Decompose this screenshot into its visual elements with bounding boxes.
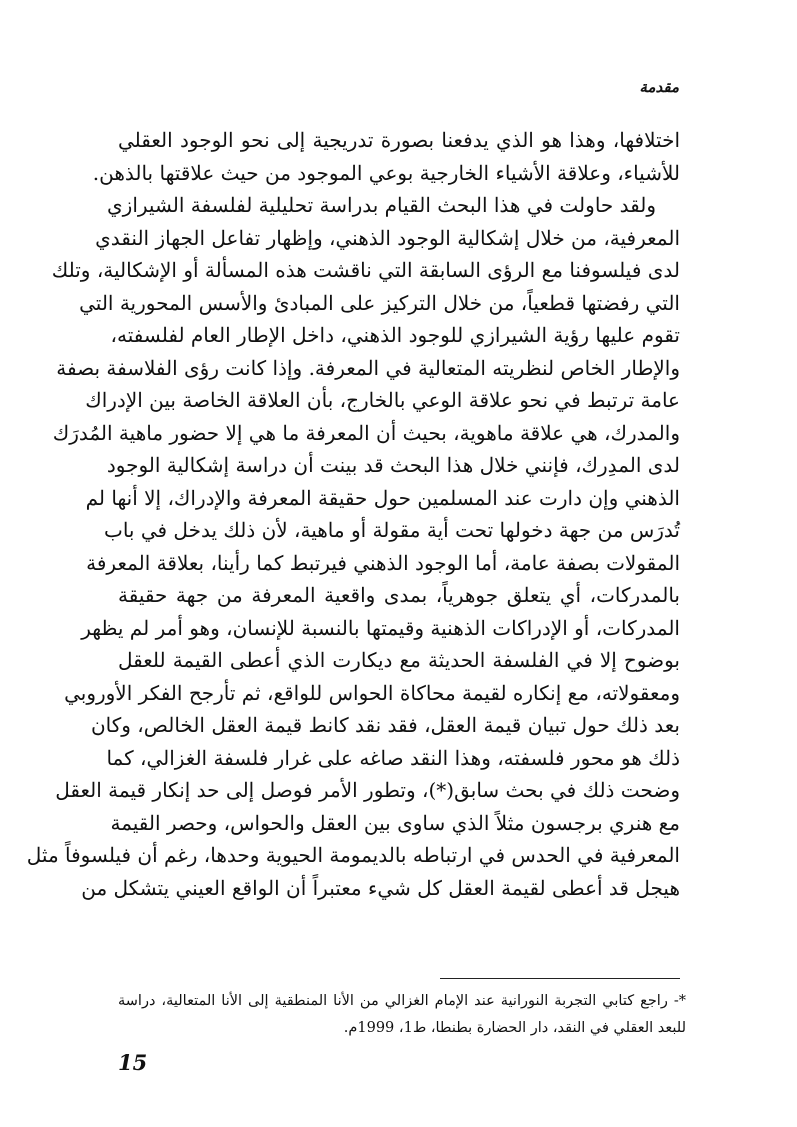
body-line: المقولات بصفة عامة، أما الوجود الذهني فيرتبط كما رأينا، بعلاقة المعرفة xyxy=(86,550,680,575)
body-line: مع هنري برجسون مثلاً الذي ساوى بين العقل والحواس، وحصر القيمة xyxy=(110,810,680,835)
footnote-line: للبعد العقلي في النقد، دار الحضارة بطنطا، ط1، 1999م. xyxy=(343,1020,686,1036)
body-line: تُدرَس من جهة دخولها تحت أية مقولة أو ماهية، لأن ذلك يدخل في باب xyxy=(104,518,680,542)
body-line: هيجل قد أعطى لقيمة العقل كل شيء معتبراً أن الواقع العيني يتشكل من xyxy=(81,875,680,900)
body-text xyxy=(26,124,681,904)
footnote-divider xyxy=(440,978,680,979)
body-line: ومعقولاته، مع إنكاره لقيمة محاكاة الحواس للواقع، ثم تأرجح الفكر الأوروبي xyxy=(64,680,680,705)
body-line: لدى المدِرك، فإنني خلال هذا البحث قد بينت أن دراسة إشكالية الوجود xyxy=(106,453,680,477)
body-line: للأشياء، وعلاقة الأشياء الخارجية بوعي الموجود من حيث علاقتها بالذهن. xyxy=(92,160,680,185)
body-line: والمدرك، هي علاقة ماهوية، بحيث أن المعرفة ما هي إلا حضور ماهية المُدرَك xyxy=(52,420,680,445)
body-line: المعرفية، من خلال إشكالية الوجود الذهني، وإظهار تفاعل الجهاز النقدي xyxy=(95,225,680,250)
body-line: التي رفضتها قطعياً، من خلال التركيز على المبادئ والأسس المحورية التي xyxy=(79,290,680,315)
body-line: اختلافها، وهذا هو الذي يدفعنا بصورة تدريجية إلى نحو الوجود العقلي xyxy=(118,128,681,152)
body-line: والإطار الخاص لنظريته المتعالية في المعرفة. وإذا كانت رؤى الفلاسفة بصفة xyxy=(56,355,680,380)
body-line: عامة ترتبط في نحو علاقة الوعي بالخارج، بأن العلاقة الخاصة بين الإدراك xyxy=(85,388,680,412)
body-line: بالمدركات، أي يتعلق جوهرياً، بمدى واقعية المعرفة من جهة حقيقة xyxy=(118,583,680,607)
footnote xyxy=(118,988,686,1042)
body-line: بعد ذلك حول تبيان قيمة العقل، فقد نقد كانط قيمة العقل الخالص، وكان xyxy=(90,713,680,737)
footnote-line: *- راجع كتابي التجربة النورانية عند الإمام الغزالي من الأنا المنطقية إلى الأنا المتعالية، دراسة xyxy=(118,993,686,1009)
body-line: المعرفية في الحدس في ارتباطه بالديمومة الحيوية وحدها، رغم أن فيلسوفاً مثل xyxy=(26,843,680,867)
page-number: 15 xyxy=(118,1050,148,1075)
body-line: ولقد حاولت في هذا البحث القيام بدراسة تحليلية لفلسفة الشيرازي xyxy=(107,193,656,217)
body-line: تقوم عليها رؤية الشيرازي للوجود الذهني، داخل الإطار العام لفلسفته، xyxy=(110,323,680,347)
body-line: بوضوح إلا في الفلسفة الحديثة مع ديكارت الذي أعطى القيمة للعقل xyxy=(118,648,680,672)
body-line: وضحت ذلك في بحث سابق(*)، وتطور الأمر فوصل إلى حد إنكار قيمة العقل xyxy=(55,778,680,802)
body-line: المدركات، أو الإدراكات الذهنية وقيمتها بالنسبة للإنسان، وهو أمر لم يظهر xyxy=(81,615,680,640)
body-line: الذهني وإن دارت عند المسلمين حول حقيقة المعرفة والإدراك، إلا أنها لم xyxy=(85,485,680,510)
body-line: لدى فيلسوفنا مع الرؤى السابقة التي ناقشت هذه المسألة أو الإشكالية، وتلك xyxy=(51,258,680,282)
running-head: مقدمة xyxy=(639,78,679,96)
body-line: ذلك هو محور فلسفته، وهذا النقد صاغه على غرار فلسفة الغزالي، كما xyxy=(106,745,680,770)
